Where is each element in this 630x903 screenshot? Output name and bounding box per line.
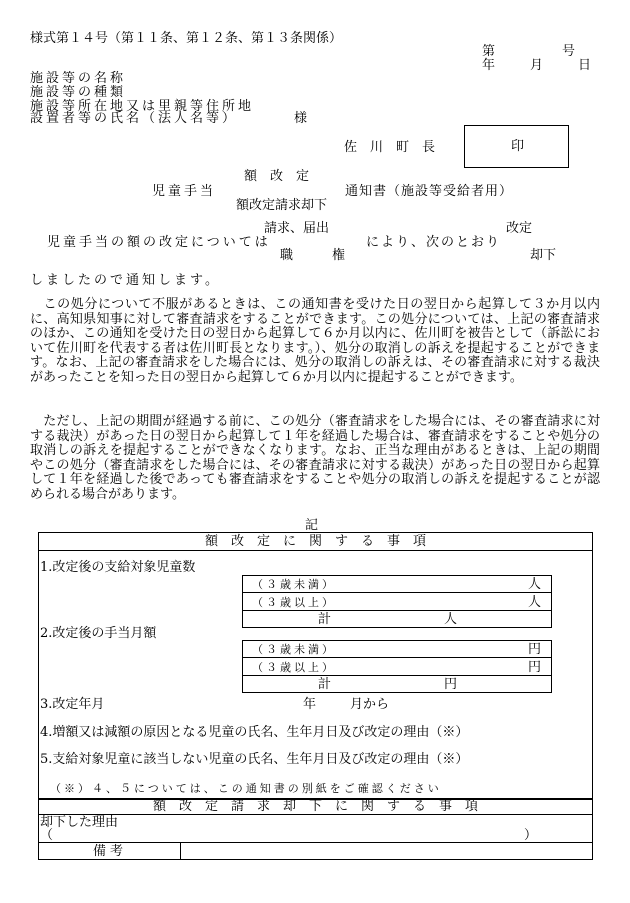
footnote: （※）４、５については、この通知書の別紙をご確認ください (50, 782, 442, 795)
title-top: 額 改 定 (244, 169, 310, 184)
intro-mid: により、次のとおり (366, 235, 502, 250)
facility-type-label: 施設等の種類 (30, 85, 127, 100)
unit-yen-2: 円 (528, 660, 542, 675)
item-1-label: 1.改定後の支給対象児童数 (40, 560, 196, 575)
facility-name-label: 施設等の名称 (30, 71, 127, 86)
paren-open: （ (40, 828, 54, 843)
unit-yen-1: 円 (528, 642, 542, 657)
unit-yen-3: 円 (444, 677, 458, 692)
year-label: 年 (303, 697, 317, 712)
under-3-label: （３歳未満） (252, 578, 336, 591)
form-number: 様式第１４号（第１１条、第１２条、第１３条関係） (30, 31, 343, 46)
revision-section-header: 額 改 定 に 関 す る 事 項 (204, 534, 426, 549)
option-request: 請求、届出 (264, 221, 330, 236)
item-2-label: 2.改定後の手当月額 (40, 626, 157, 641)
date-label: 年 月 日 (482, 58, 595, 73)
title-bottom: 額改定請求却下 (236, 198, 328, 213)
item-3-label: 3.改定年月 (40, 697, 105, 712)
remarks-label: 備考 (93, 844, 128, 859)
paren-close: ） (524, 828, 538, 843)
item-4-label: 4.増額又は減額の原因となる児童の氏名、生年月日及び改定の理由（※） (40, 725, 469, 740)
month-from-label: 月から (350, 697, 390, 712)
document-number-label: 第 号 (482, 44, 579, 59)
ki-label: 記 (305, 518, 319, 533)
seal-label: 印 (511, 139, 525, 154)
option-authority: 職 権 (280, 248, 346, 263)
over-3-amount-label: （３歳以上） (252, 661, 336, 674)
unit-person-3: 人 (444, 612, 458, 627)
under-3-amount-label: （３歳未満） (252, 643, 336, 656)
facility-address-label: 施設等所在地又は里親等住所地 (30, 99, 255, 114)
over-3-label: （３歳以上） (252, 596, 336, 609)
founder-name-label: 設置者等の氏名（法人名等） (30, 111, 239, 126)
item-5-label: 5.支給対象児童に該当しない児童の氏名、生年月日及び改定の理由（※） (40, 752, 469, 767)
honorific: 様 (294, 111, 308, 126)
option-reject: 却下 (530, 248, 557, 263)
total-label-1: 計 (318, 612, 332, 627)
unit-person-2: 人 (528, 595, 542, 610)
intro-ending: しましたので通知します。 (30, 273, 221, 288)
rejection-section-header: 額 改 定 請 求 却 下 に 関 す る 事 項 (152, 799, 478, 814)
option-revise: 改定 (506, 221, 533, 236)
seal-box (464, 125, 569, 168)
total-label-2: 計 (318, 677, 332, 692)
issuer-title: 佐 川 町 長 (344, 140, 436, 155)
title-left: 児童手当 (152, 184, 217, 199)
title-right: 通知書（施設等受給者用） (345, 184, 514, 199)
appeal-paragraph-2: ただし、上記の期間が経過する前に、この処分（審査請求をした場合には、その審査請求に対する裁決）があった日の翌日から起算して１年を経過した場合は、審査請求をすることや処分の取消しの訴えを提起することができなくなります。なお、正当な理由があるときは、上記の期間やこの処分（審査請求をした場合には、その審査請求に対する裁決）があった日の翌日から起算して１年を経過した後であっても審査請求をすることや処分の取消しの訴えを提起することが認められる場合があります。 (30, 414, 600, 502)
unit-person-1: 人 (528, 577, 542, 592)
intro-lead: 児童手当の額の改定については (47, 235, 271, 250)
appeal-paragraph-1: この処分について不服があるときは、この通知書を受けた日の翌日から起算して３か月以内に、高知県知事に対して審査請求をすることができます。この処分については、上記の審査請求のほか、この通知を受けた日の翌日から起算して６か月以内に、佐川町を被告として（訴訟において佐川町を代表する者は佐川町長となります。）、処分の取消しの訴えを提起することができます。なお、上記の審査請求をした場合には、処分の取消しの訴えは、その審査請求に対する裁決があったことを知った日の翌日から起算して６か月以内に提起することができます。 (30, 297, 600, 385)
rejection-reason-label: 却下した理由 (40, 815, 119, 830)
